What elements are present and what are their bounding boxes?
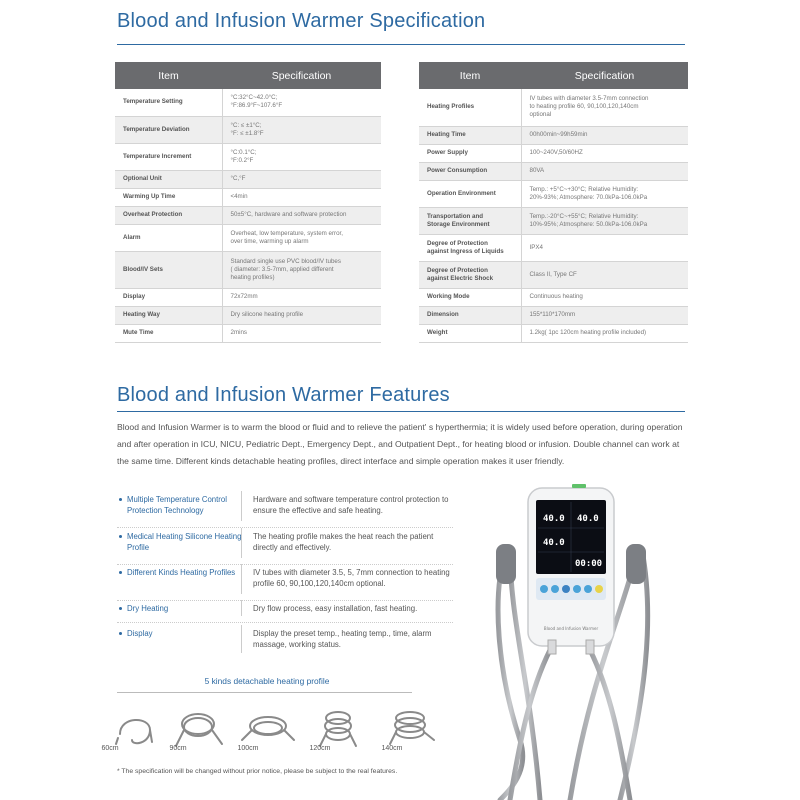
spec-item: Power Consumption — [419, 162, 521, 180]
spec-item: Power Supply — [419, 144, 521, 162]
footnote: * The specification will be changed without prior notice, please be subject to the real features. — [117, 768, 398, 775]
spec-row — [419, 207, 688, 234]
warmer-device-image — [470, 480, 670, 800]
spec-title: Blood and Infusion Warmer Specification — [117, 10, 486, 32]
spec-value: IPX4 — [521, 234, 688, 261]
feature-name: Dry Heating — [127, 604, 169, 613]
profile-coil-140cm — [390, 712, 434, 744]
spec-row — [115, 116, 381, 143]
profile-length-label: 140cm — [381, 745, 403, 752]
profile-coil-60cm — [116, 720, 152, 744]
feature-row-divider — [117, 564, 453, 565]
status-led — [572, 484, 586, 488]
spec-item: Temperature Setting — [115, 89, 222, 116]
spec-value: °C:32°C~42.0°C; °F:86.9°F~107.6°F — [222, 89, 381, 116]
spec-item: Degree of Protection against Ingress of Liquids — [419, 234, 521, 261]
spec-value: <4min — [222, 188, 381, 206]
left-tube-clamp — [496, 544, 516, 584]
spec-item: Operation Environment — [419, 180, 521, 207]
spec-item: Alarm — [115, 224, 222, 251]
spec-item: Mute Time — [115, 324, 222, 342]
spec-row — [115, 288, 381, 306]
profiles-title: 5 kinds detachable heating profile — [204, 676, 330, 686]
spec-item: Degree of Protection against Electric Shock — [419, 261, 521, 288]
bullet-icon — [119, 571, 122, 574]
spec-title-rule — [117, 44, 685, 45]
spec-row — [419, 180, 688, 207]
bullet-icon — [119, 607, 122, 610]
feature-desc: IV tubes with diameter 3.5, 5, 7mm connection to heating profile 60, 90,100,120,140cm optional. — [253, 568, 450, 588]
bullet-icon — [119, 632, 122, 635]
spec-value: 1.2kg( 1pc 120cm heating profile included) — [521, 324, 688, 342]
spec-item: Blood/IV Sets — [115, 251, 222, 288]
spec-row — [115, 170, 381, 188]
spec-row — [115, 89, 381, 116]
spec-row — [419, 89, 688, 126]
spec-table-right — [419, 62, 688, 343]
feature-desc: The heating profile makes the heat reach the patient directly and effectively. — [253, 532, 434, 552]
spec-row — [419, 324, 688, 342]
spec-value: Standard single use PVC blood/IV tubes ( diameter: 3.5-7mm, applied different heating profiles) — [222, 251, 381, 288]
spec-row — [419, 234, 688, 261]
spec-row — [115, 224, 381, 251]
spec-value: 50±5°C, hardware and software protection — [222, 206, 381, 224]
spec-row — [115, 324, 381, 342]
connector-left — [548, 640, 556, 654]
spec-row — [419, 306, 688, 324]
spec-value: Overheat, low temperature, system error, over time, warming up alarm — [222, 224, 381, 251]
bullet-icon — [119, 535, 122, 538]
spec-value: Temp.: +5°C~+30°C; Relative Humidity: 20%-93%; Atmosphere: 70.0kPa-106.0kPa — [521, 180, 688, 207]
spec-item: Transportation and Storage Environment — [419, 207, 521, 234]
spec-item: Display — [115, 288, 222, 306]
spec-row — [115, 188, 381, 206]
profile-length-label: 120cm — [309, 745, 331, 752]
spec-value: °C: ≤ ±1°C; °F: ≤ ±1.8°F — [222, 116, 381, 143]
spec-item: Warming Up Time — [115, 188, 222, 206]
profile-length-label: 60cm — [101, 745, 119, 752]
right-tube-clamp — [626, 544, 646, 584]
device-brand: Blood and Infusion Warmer — [543, 626, 599, 631]
feature-row-divider — [117, 622, 453, 623]
feature-row-divider — [117, 600, 453, 601]
profile-coil-120cm — [320, 712, 356, 746]
profile-length-label: 90cm — [169, 745, 187, 752]
header-item: Item — [419, 62, 521, 89]
profile-coil-100cm — [242, 717, 294, 740]
spec-row — [115, 143, 381, 170]
spec-row — [115, 206, 381, 224]
header-spec: Specification — [521, 62, 688, 89]
spec-value: Continuous heating — [521, 288, 688, 306]
features-title-rule — [117, 411, 685, 412]
spec-value: °C,°F — [222, 170, 381, 188]
feature-desc: Hardware and software temperature control protection to ensure the effective and safe heating. — [253, 495, 449, 515]
spec-value: 100~240V,50/60HZ — [521, 144, 688, 162]
feature-divider — [241, 564, 242, 594]
readout-4: 00:00 — [575, 559, 603, 569]
feature-name: Multiple Temperature Control Protection Technology — [127, 495, 227, 515]
spec-value: 80VA — [521, 162, 688, 180]
feature-divider — [241, 600, 242, 616]
feature-row-divider — [117, 527, 453, 528]
readout-2: 40.0 — [577, 514, 599, 524]
profiles-divider — [117, 692, 412, 693]
spec-value: IV tubes with diameter 3.5-7mm connection to heating profile 60, 90,100,120,140cm optional — [521, 89, 688, 126]
spec-value: °C:0.1°C; °F:0.2°F — [222, 143, 381, 170]
feature-name: Different Kinds Heating Profiles — [127, 568, 236, 577]
header-spec: Specification — [222, 62, 381, 89]
spec-item: Optional Unit — [115, 170, 222, 188]
spec-value: Class II, Type CF — [521, 261, 688, 288]
spec-item: Temperature Deviation — [115, 116, 222, 143]
spec-item: Heating Profiles — [419, 89, 521, 126]
spec-value: 72x72mm — [222, 288, 381, 306]
feature-divider — [241, 491, 242, 521]
spec-row — [115, 306, 381, 324]
profile-length-label: 100cm — [237, 745, 259, 752]
header-item: Item — [115, 62, 222, 89]
spec-item: Working Mode — [419, 288, 521, 306]
spec-item: Heating Way — [115, 306, 222, 324]
spec-row — [419, 162, 688, 180]
spec-item: Temperature Increment — [115, 143, 222, 170]
feature-divider — [241, 625, 242, 653]
spec-item: Weight — [419, 324, 521, 342]
feature-desc: Display the preset temp., heating temp., time, alarm massage, working status. — [253, 629, 432, 649]
spec-row — [115, 251, 381, 288]
spec-row — [419, 126, 688, 144]
connector-right — [586, 640, 594, 654]
features-intro: Blood and Infusion Warmer is to warm the blood or fluid and to relieve the patient' s hyperthermia; it is widely used before operation, during operation and after operation in ICU, NICU, Pediatric Dept., Emergency Dept., and Outpatient Dept., for heating blood or infusion. Double channel can work at the same time. Different kinds detachable heating profiles, direct interface and simple operation makes it user friendly. — [117, 422, 683, 466]
spec-item: Dimension — [419, 306, 521, 324]
spec-value: Temp.:-20°C~+55°C; Relative Humidity: 10%-95%; Atmosphere: 50.0kPa-106.0kPa — [521, 207, 688, 234]
spec-row — [419, 144, 688, 162]
feature-divider — [241, 528, 242, 558]
spec-row — [419, 288, 688, 306]
feature-name: Medical Heating Silicone Heating Profile — [127, 532, 242, 552]
feature-name: Display — [127, 629, 153, 638]
spec-value: 2mins — [222, 324, 381, 342]
spec-row — [419, 261, 688, 288]
readout-3: 40.0 — [543, 538, 565, 548]
spec-value: 00h00min~99h59min — [521, 126, 688, 144]
spec-item: Heating Time — [419, 126, 521, 144]
bullet-icon — [119, 498, 122, 501]
spec-table-left — [115, 62, 381, 343]
spec-value: 155*110*170mm — [521, 306, 688, 324]
features-title: Blood and Infusion Warmer Features — [117, 384, 450, 406]
spec-item: Overheat Protection — [115, 206, 222, 224]
feature-desc: Dry flow process, easy installation, fast heating. — [253, 604, 418, 613]
spec-value: Dry silicone heating profile — [222, 306, 381, 324]
profile-coil-90cm — [176, 714, 222, 746]
readout-1: 40.0 — [543, 514, 565, 524]
